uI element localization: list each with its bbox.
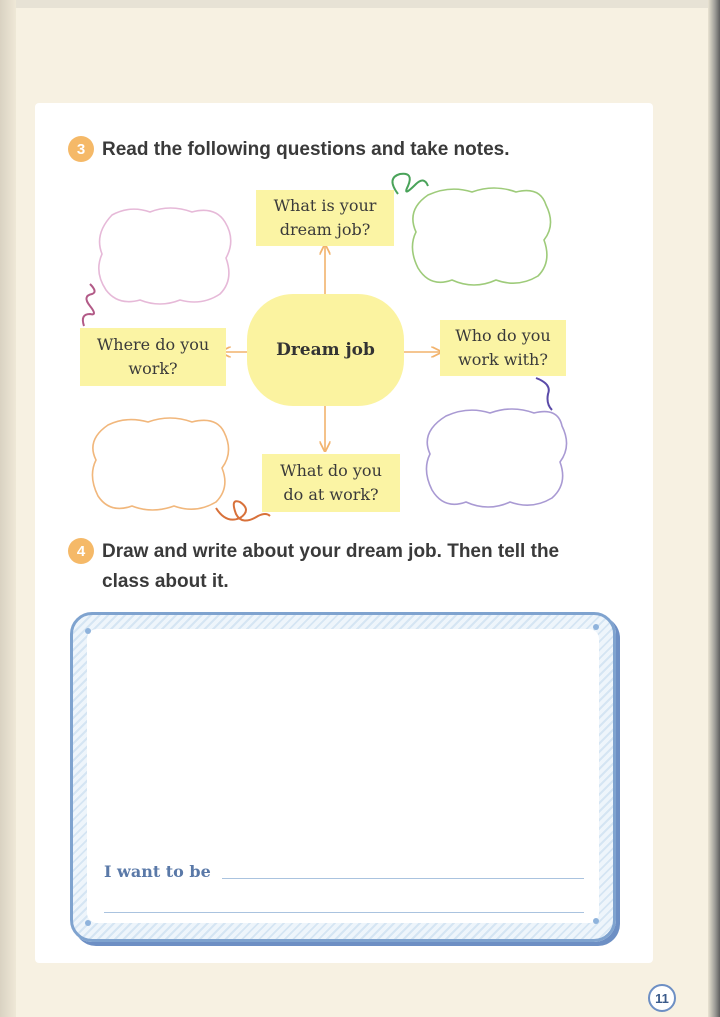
notes-cloud-bottom-right[interactable] [426, 409, 566, 507]
notes-cloud-bottom-left[interactable] [92, 418, 228, 510]
center-dream-job-cloud [253, 300, 398, 400]
writing-line-2[interactable] [104, 912, 584, 913]
exercise-4-instruction [102, 537, 559, 597]
question-top-line1: What is your [273, 196, 377, 215]
question-left-line2: work? [128, 359, 178, 378]
question-top-line2: dream job? [279, 220, 371, 239]
exercise-4-instruction-line2: class about it. [102, 571, 229, 592]
question-work-with [440, 320, 566, 376]
board-corner-dot [85, 628, 91, 634]
center-label: Dream job [276, 340, 375, 360]
squiggle-purple [536, 378, 552, 410]
exercise-4-header [68, 537, 559, 597]
question-where-work [80, 328, 226, 386]
board-corner-dot [593, 918, 599, 924]
exercise-3-instruction: Read the following questions and take notes. [102, 139, 510, 160]
writing-prompt: I want to be [104, 862, 211, 881]
question-right-line1: Who do you [455, 326, 551, 345]
question-bottom-line1: What do you [280, 461, 382, 480]
squiggle-green [392, 174, 428, 194]
page-number: 11 [648, 984, 676, 1012]
board-corner-dot [593, 624, 599, 630]
exercise-4-number-badge: 4 [68, 538, 94, 564]
notes-cloud-top-right[interactable] [412, 188, 550, 285]
squiggle-pink [83, 284, 95, 326]
exercise-3-number-badge: 3 [68, 136, 94, 162]
exercise-4-instruction-line1: Draw and write about your dream job. Then tell the [102, 541, 560, 562]
writing-line-1[interactable] [222, 878, 584, 879]
notes-cloud-top-left[interactable] [99, 208, 231, 304]
question-right-line2: work with? [458, 350, 548, 369]
question-bottom-line2: do at work? [283, 485, 379, 504]
question-do-at-work [262, 454, 400, 512]
board-corner-dot [85, 920, 91, 926]
drawing-board [70, 612, 616, 942]
question-dream-job [256, 190, 394, 246]
question-left-line1: Where do you [96, 335, 210, 354]
